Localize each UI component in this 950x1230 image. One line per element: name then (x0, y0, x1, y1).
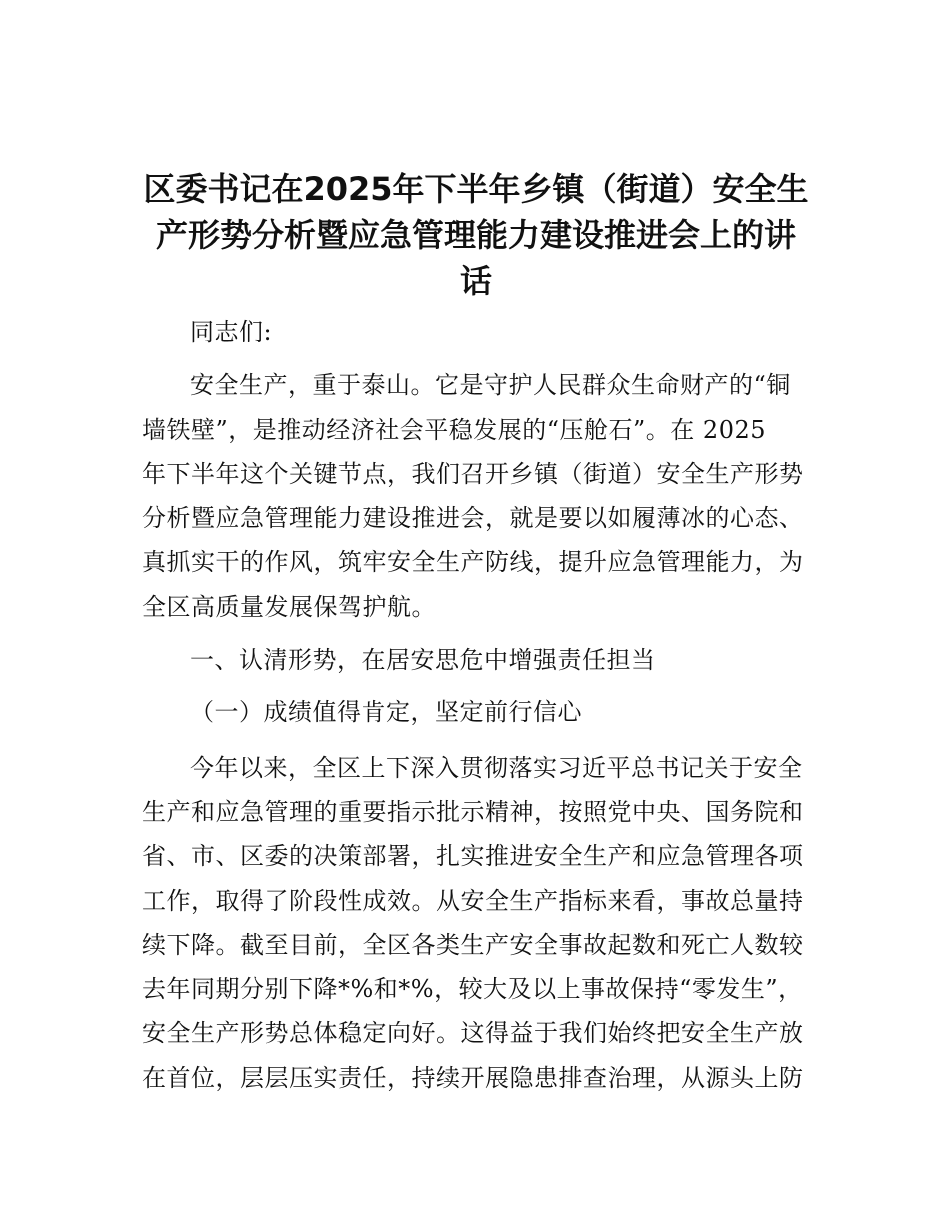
intro-line-3: 年下半年这个关键节点，我们召开乡镇（街道）安全生产形势 (142, 459, 804, 488)
body-line-3: 省、市、区委的决策部署，扎实推进安全生产和应急管理各项 (142, 842, 804, 871)
intro-line-1: 安全生产，重于泰山。它是守护人民群众生命财产的“铜 (190, 371, 791, 400)
subsection-heading (142, 690, 812, 734)
title-line-3: 话 (459, 262, 492, 300)
title-line-2: 产形势分析暨应急管理能力建设推进会上的讲 (155, 216, 796, 254)
title-line-1: 区委书记在2025年下半年乡镇（街道）安全生 (143, 170, 809, 208)
body-line-2: 生产和应急管理的重要指示批示精神，按照党中央、国务院和 (142, 797, 804, 826)
subsection-heading-text: （一）成绩值得肯定，坚定前行信心 (190, 698, 582, 727)
section-heading-text: 一、认清形势，在居安思危中增强责任担当 (190, 646, 656, 675)
document-title (140, 166, 812, 304)
body-line-5: 续下降。截至目前，全区各类生产安全事故起数和死亡人数较 (142, 930, 804, 959)
intro-line-5: 真抓实干的作风，筑牢安全生产防线，提升应急管理能力，为 (142, 548, 804, 577)
body-line-1: 今年以来，全区上下深入贯彻落实习近平总书记关于安全 (190, 753, 803, 782)
section-heading (142, 638, 812, 682)
intro-line-6: 全区高质量发展保驾护航。 (142, 592, 436, 621)
body-line-7: 安全生产形势总体稳定向好。这得益于我们始终把安全生产放 (142, 1019, 804, 1048)
body-line-6: 去年同期分别下降*%和*%，较大及以上事故保持“零发生”， (142, 975, 803, 1004)
body-line-4: 工作，取得了阶段性成效。从安全生产指标来看，事故总量持 (142, 886, 804, 915)
intro-line-4: 分析暨应急管理能力建设推进会，就是要以如履薄冰的心态、 (142, 504, 804, 533)
document-body (142, 310, 812, 1100)
body-line-8: 在首位，层层压实责任，持续开展隐患排查治理，从源头上防 (142, 1063, 804, 1092)
intro-line-2: 墙铁壁”，是推动经济社会平稳发展的“压舱石”。在 2025 (142, 415, 767, 444)
body-paragraph (142, 746, 812, 1100)
intro-paragraph (142, 363, 812, 629)
salutation (142, 310, 812, 354)
salutation-text: 同志们: (190, 318, 273, 346)
